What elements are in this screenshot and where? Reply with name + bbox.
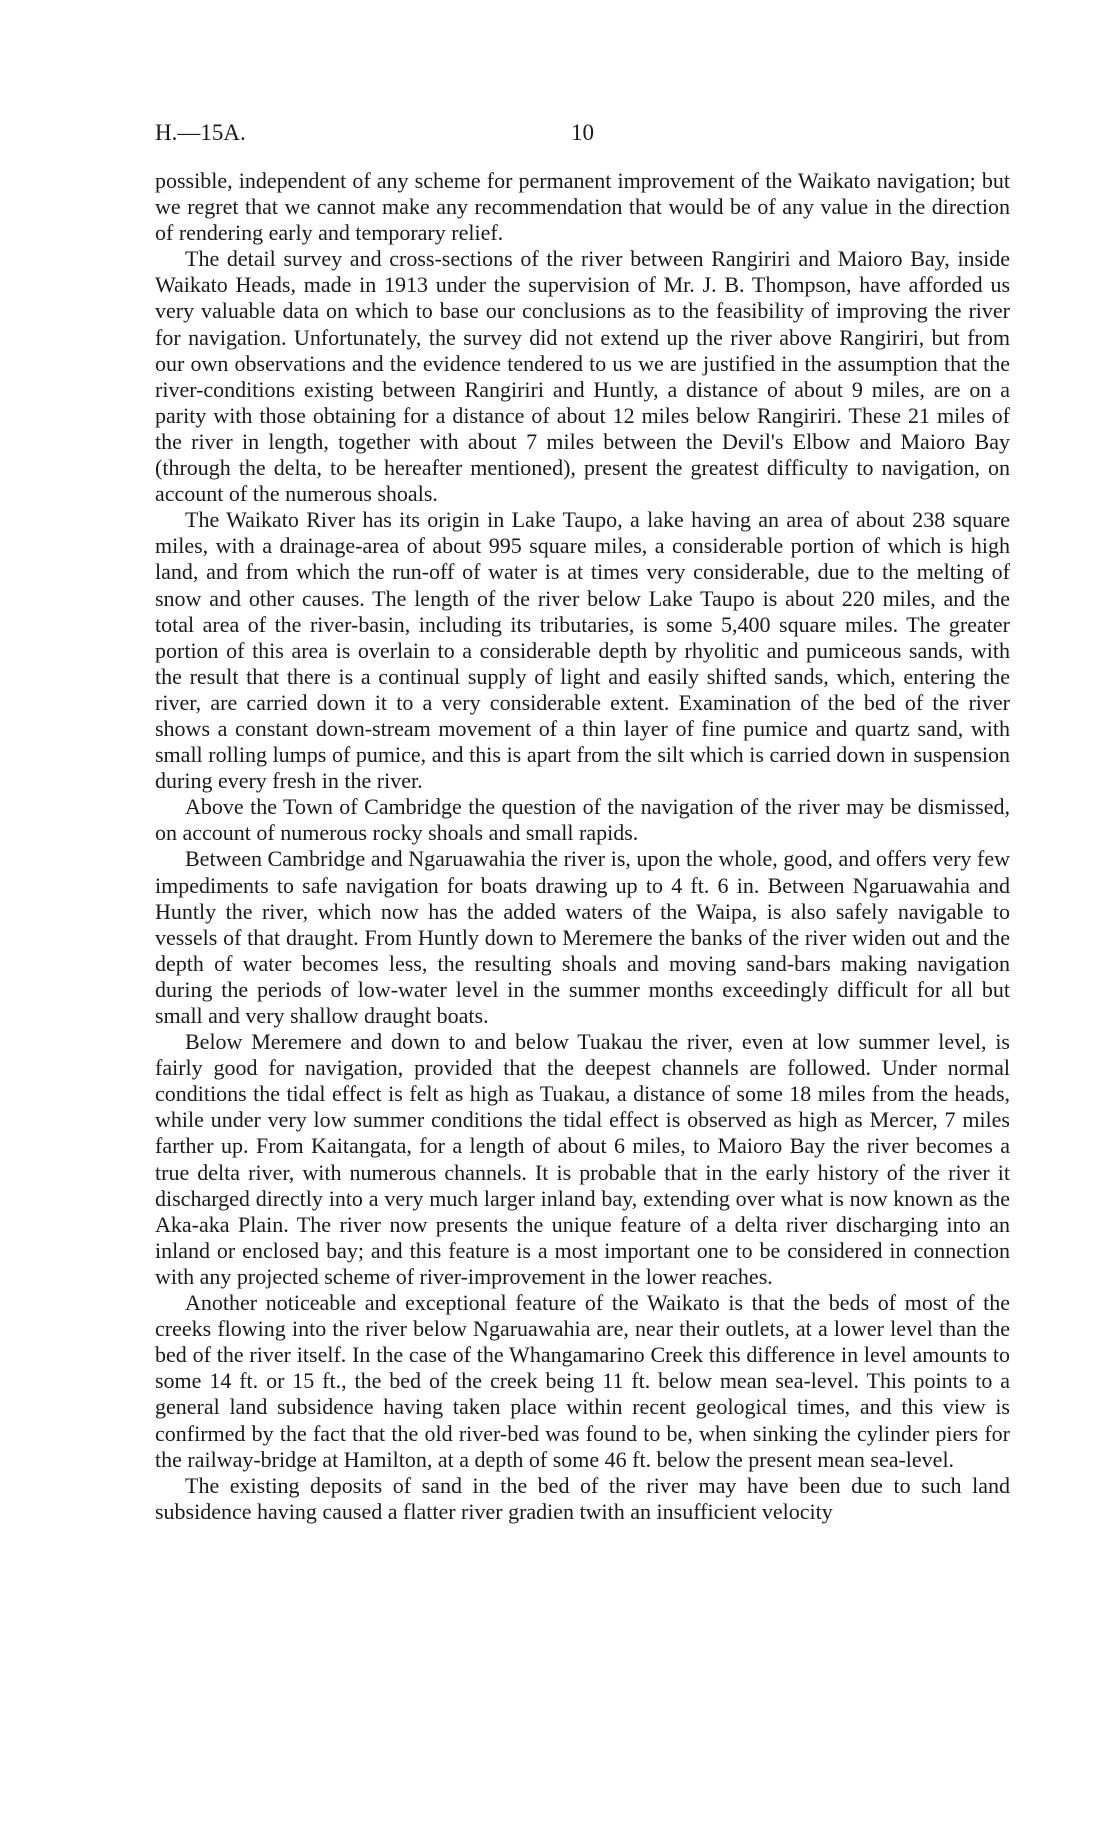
paragraph-deposits: The existing deposits of sand in the bed of the river may have been due to such land subsidence having caused a flatter river gradien twith an insufficient velocity — [155, 1472, 1010, 1524]
paragraph-meremere: Below Meremere and down to and below Tuakau the river, even at low summer level, is fairly good for navigation, provided that the deepest channels are followed. Under normal conditions the tidal effect is felt as high as Tuakau, a distance of some 18 miles from the heads, while under very low summer conditions the tidal effect is observed as high as Mercer, 7 miles farther up. From Kaitangata, for a length of about 6 miles, to Maioro Bay the river becomes a true delta river, with numerous channels. It is probable that in the early history of the river it discharged directly into a very much larger inland bay, extending over what is now known as the Aka-aka Plain. The river now presents the unique feature of a delta river discharging into an inland or enclosed bay; and this feature is a most important one to be considered in connection with any projected scheme of river-improvement in the lower reaches. — [155, 1029, 1010, 1289]
paragraph-survey: The detail survey and cross-sections of the river between Rangiriri and Maioro Bay, inside Waikato Heads, made in 1913 under the supervision of Mr. J. B. Thompson, have afforded us very valuable data on which to base our conclusions as to the feasibility of improving the river for navigation. Unfortunately, the survey did not extend up the river above Rangiriri, but from our own observations and the evidence tendered to us we are justified in the assumption that the river-conditions existing between Rangiriri and Huntly, a distance of about 9 miles, are on a parity with those obtaining for a distance of about 12 miles below Rangiriri. These 21 miles of the river in length, together with about 7 miles between the Devil's Elbow and Maioro Bay (through the delta, to be hereafter mentioned), present the greatest difficulty to navigation, on account of the numerous shoals. — [155, 246, 1010, 507]
page-number: 10 — [571, 120, 594, 145]
paragraph-origin: The Waikato River has its origin in Lake Taupo, a lake having an area of about 238 square miles, with a drainage-area of about 995 square miles, a considerable portion of which is high land, and from which the run-off of water is at times very considerable, due to the melting of snow and other causes. The length of the river below Lake Taupo is about 220 miles, and the total area of the river-basin, including its tributaries, is some 5,400 square miles. The greater portion of this area is overlain to a considerable depth by rhyolitic and pumiceous sands, with the result that there is a continual supply of light and easily shifted sands, which, entering the river, are carried down it to a very considerable extent. Examination of the bed of the river shows a constant down-stream movement of a thin layer of fine pumice and quartz sand, with small rolling lumps of pumice, and this is apart from the silt which is carried down in suspension during every fresh in the river. — [155, 507, 1010, 794]
page-header — [155, 120, 1010, 150]
paragraph-creeks: Another noticeable and exceptional feature of the Waikato is that the beds of most of the creeks flowing into the river below Ngaruawahia are, near their outlets, at a lower level than the bed of the river itself. In the case of the Whangamarino Creek this difference in level amounts to some 14 ft. or 15 ft., the bed of the creek being 11 ft. below mean sea-level. This points to a general land subsidence having taken place within recent geological times, and this view is confirmed by the fact that the old river-bed was found to be, when sinking the cylinder piers for the railway-bridge at Hamilton, at a depth of some 46 ft. below the present mean sea-level. — [155, 1290, 1010, 1472]
paragraph-continued: possible, independent of any scheme for permanent improvement of the Waikato navigation; but we regret that we cannot make any recommendation that would be of any value in the direction of rendering early and temporary relief. — [155, 168, 1010, 246]
body-text — [155, 168, 1010, 1525]
document-reference: H.—15A. — [155, 120, 246, 145]
paragraph-ngaruawahia: Between Cambridge and Ngaruawahia the river is, upon the whole, good, and offers very few impediments to safe navigation for boats drawing up to 4 ft. 6 in. Between Ngaruawahia and Huntly the river, which now has the added waters of the Waipa, is also safely navigable to vessels of that draught. From Huntly down to Meremere the banks of the river widen out and the depth of water becomes less, the resulting shoals and moving sand-bars making navigation during the periods of low-water level in the summer months exceedingly difficult for all but small and very shallow draught boats. — [155, 846, 1010, 1028]
paragraph-cambridge: Above the Town of Cambridge the question of the navigation of the river may be dismissed, on account of numerous rocky shoals and small rapids. — [155, 794, 1010, 846]
